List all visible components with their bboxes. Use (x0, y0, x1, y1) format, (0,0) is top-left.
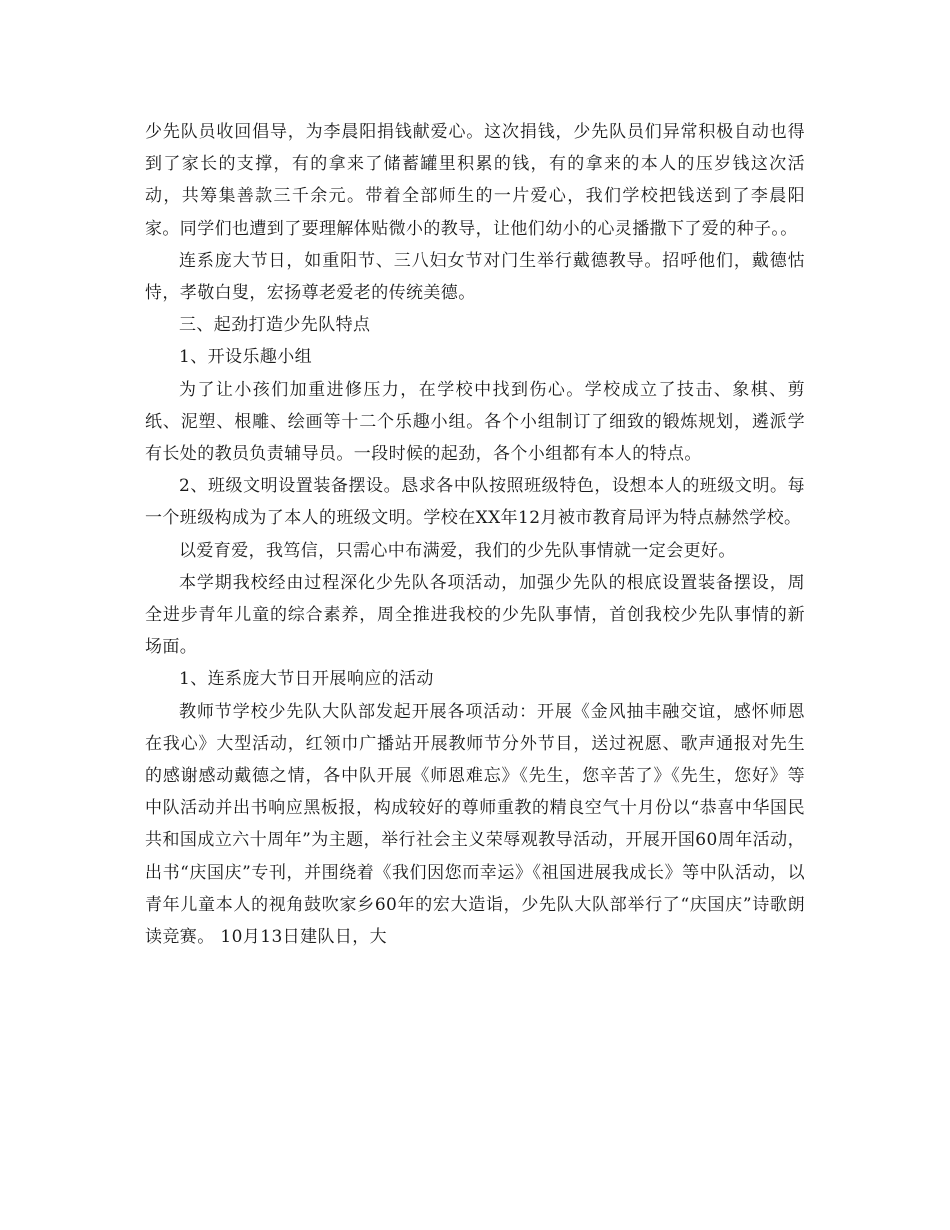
subheading-festival-activities: 1、连系庞大节日开展响应的活动 (179, 669, 434, 690)
subheading-interest-groups: 1、开设乐趣小组 (179, 347, 313, 368)
paragraph-love-education: 以爱育爱，我笃信，只需心中布满爱，我们的少先队事情就一定会更好。 (179, 540, 736, 561)
paragraph-semester-summary: 本学期我校经由过程深化少先队各项活动，加强少先队的根底设置装备摆设，周全进步青年儿童的综合素养，周全推进我校的少先队事情，首创我校少先队事情的新场面。 (145, 572, 805, 658)
document-body (145, 116, 805, 953)
paragraph-class-culture: 2、班级文明设置装备摆设。恳求各中队按照班级特色，设想本人的班级文明。每一个班级构成为了本人的班级文明。学校在XX年12月被市教育局评为特点赫然学校。 (145, 476, 805, 529)
paragraph-festival-education: 连系庞大节日，如重阳节、三八妇女节对门生举行戴德教导。招呼他们，戴德怙恃，孝敬白叟，宏扬尊老爱老的传统美德。 (145, 250, 805, 304)
section-heading-features: 三、起劲打造少先队特点 (179, 315, 371, 336)
paragraph-teachers-day: 教师节学校少先队大队部发起开展各项活动：开展《金风抽丰融交谊，感怀师恩在我心》大型活动，红领巾广播站开展教师节分外节目，送过祝愿、歌声通报对先生的感谢感动戴德之情，各中队开展《师恩难忘》《先生，您辛苦了》《先生，您好》等中队活动并出书响应黑板报，构成较好的尊师重教的精良空气十月份以“恭喜中华国民共和国成立六十周年”为主题，举行社会主义荣辱观教导活动，开展开国60周年活动，出书“庆国庆”专刊，并围绕着《我们因您而幸运》《祖国进展我成长》等中队活动，以青年儿童本人的视角鼓吹家乡60年的宏大造诣，少先队大队部举行了“庆国庆”诗歌朗读竞赛。 10月13日建队日，大 (145, 701, 805, 948)
paragraph-donation: 少先队员收回倡导，为李晨阳捐钱献爱心。这次捐钱，少先队员们异常积极自动也得到了家长的支撑，有的拿来了储蓄罐里积累的钱，有的拿来的本人的压岁钱这次活动，共筹集善款三千余元。带着全部师生的一片爱心，我们学校把钱送到了李晨阳家。同学们也遭到了要理解体贴微小的教导，让他们幼小的心灵播撒下了爱的种子。。 (145, 122, 805, 239)
paragraph-interest-groups: 为了让小孩们加重进修压力，在学校中找到伤心。学校成立了技击、象棋、剪纸、泥塑、根雕、绘画等十二个乐趣小组。各个小组制订了细致的锻炼规划，遴派学有长处的教员负责辅导员。一段时候的起劲，各个小组都有本人的特点。 (145, 379, 805, 465)
